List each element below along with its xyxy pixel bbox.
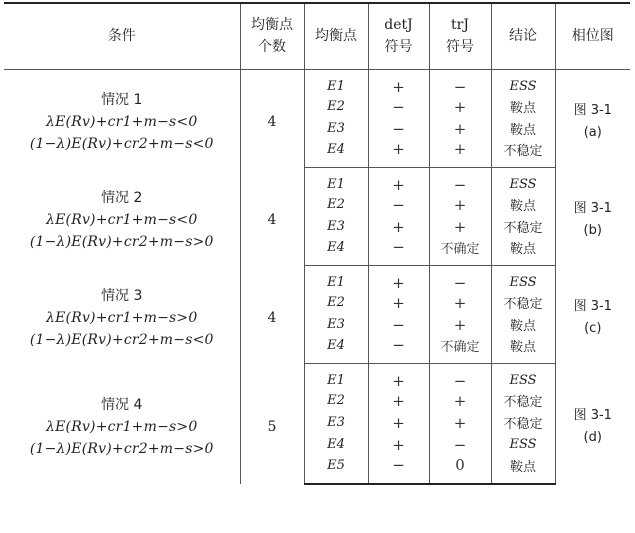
header-count-line2: 个数 [258,39,286,56]
conclusion: 鞍点 [491,314,555,336]
det-sign: − [368,336,429,364]
header-tr-line2: 符号 [446,39,474,56]
tr-sign: − [429,434,491,456]
equilibrium-count: 4 [240,265,304,363]
phase-diagram-ref [555,265,630,363]
condition-cell [4,265,240,363]
det-sign: + [368,363,429,390]
figure-ref-line: 图 3-1 [573,103,612,119]
figure-ref-line: (a) [583,125,602,141]
figure-ref-line: 图 3-1 [573,299,612,314]
conclusion: 鞍点 [491,456,555,484]
tr-sign: + [429,140,491,168]
condition-line: (1−λ)E(Rv)+cr2+m−s>0 [29,441,214,458]
conclusion: 鞍点 [491,238,555,266]
equilibrium-point: E2 [304,292,368,314]
condition-cell [4,69,240,167]
det-sign: − [368,456,429,484]
det-sign: + [368,292,429,314]
table-row [4,363,630,390]
figure-ref-line: 图 3-1 [573,408,612,424]
equilibrium-count: 5 [240,363,304,484]
tr-sign: − [429,167,491,194]
header-count-line1: 均衡点 [251,17,293,34]
condition-line: λE(Rv)+cr1+m−s<0 [46,114,198,131]
header-row [4,3,630,69]
det-sign: − [368,118,429,140]
header-tr [429,3,491,69]
conclusion: ESS [491,69,555,96]
header-det-line1: detJ [384,17,413,34]
equilibrium-point: E4 [304,140,368,168]
condition-line: (1−λ)E(Rv)+cr2+m−s<0 [29,136,214,153]
condition-cell [4,363,240,484]
tr-sign: 不确定 [429,336,491,364]
table-row [4,167,630,194]
det-sign: + [368,140,429,168]
phase-diagram-ref [555,167,630,265]
case-title: 情况 3 [101,288,143,304]
equilibrium-table [4,2,630,485]
condition-line: λE(Rv)+cr1+m−s>0 [46,310,198,326]
condition-line: (1−λ)E(Rv)+cr2+m−s<0 [29,332,214,348]
condition-line: λE(Rv)+cr1+m−s>0 [46,419,198,436]
header-point: 均衡点 [304,3,368,69]
det-sign: + [368,434,429,456]
condition-line: λE(Rv)+cr1+m−s<0 [46,212,198,228]
equilibrium-point: E4 [304,336,368,364]
det-sign: + [368,265,429,292]
equilibrium-point: E3 [304,118,368,140]
tr-sign: − [429,69,491,96]
equilibrium-point: E4 [304,434,368,456]
equilibrium-count: 4 [240,69,304,167]
equilibrium-count: 4 [240,167,304,265]
equilibrium-point: E2 [304,194,368,216]
conclusion: 不稳定 [491,412,555,434]
figure-ref-line: 图 3-1 [573,201,612,216]
conclusion: ESS [491,265,555,292]
equilibrium-point: E2 [304,390,368,412]
conclusion: 不稳定 [491,140,555,168]
tr-sign: + [429,216,491,238]
header-tr-line1: trJ [451,17,469,34]
condition-cell [4,167,240,265]
det-sign: − [368,314,429,336]
header-condition: 条件 [4,3,240,69]
phase-diagram-ref [555,363,630,484]
conclusion: 鞍点 [491,96,555,118]
header-conclusion: 结论 [491,3,555,69]
tr-sign: + [429,96,491,118]
conclusion: 鞍点 [491,194,555,216]
tr-sign: 0 [429,456,491,484]
case-title: 情况 2 [101,190,143,206]
det-sign: + [368,412,429,434]
det-sign: + [368,69,429,96]
equilibrium-point: E2 [304,96,368,118]
table-row [4,69,630,96]
conclusion: 鞍点 [491,336,555,364]
conclusion: 不稳定 [491,390,555,412]
condition-line: (1−λ)E(Rv)+cr2+m−s>0 [29,234,214,250]
equilibrium-point: E3 [304,412,368,434]
tr-sign: − [429,265,491,292]
conclusion: ESS [491,363,555,390]
figure-ref-line: (c) [584,321,602,336]
case-title: 情况 1 [101,92,143,109]
figure-ref-line: (b) [583,223,602,238]
equilibrium-point: E4 [304,238,368,266]
figure-ref-line: (d) [583,430,602,446]
equilibrium-point: E3 [304,314,368,336]
tr-sign: + [429,292,491,314]
header-det-line2: 符号 [384,39,413,56]
det-sign: − [368,96,429,118]
tr-sign: + [429,118,491,140]
equilibrium-point: E1 [304,363,368,390]
conclusion: 不稳定 [491,216,555,238]
det-sign: + [368,390,429,412]
det-sign: + [368,216,429,238]
det-sign: + [368,167,429,194]
tr-sign: 不确定 [429,238,491,266]
conclusion: ESS [491,434,555,456]
case-title: 情况 4 [101,397,143,414]
equilibrium-point: E1 [304,167,368,194]
tr-sign: + [429,194,491,216]
phase-diagram-ref [555,69,630,167]
header-phase-diagram: 相位图 [555,3,630,69]
header-det [368,3,429,69]
equilibrium-point: E5 [304,456,368,484]
conclusion: 鞍点 [491,118,555,140]
tr-sign: + [429,412,491,434]
conclusion: 不稳定 [491,292,555,314]
equilibrium-point: E3 [304,216,368,238]
equilibrium-point: E1 [304,69,368,96]
det-sign: − [368,238,429,266]
tr-sign: + [429,314,491,336]
tr-sign: − [429,363,491,390]
conclusion: ESS [491,167,555,194]
equilibrium-point: E1 [304,265,368,292]
det-sign: − [368,194,429,216]
header-count [240,3,304,69]
table-row [4,265,630,292]
tr-sign: + [429,390,491,412]
